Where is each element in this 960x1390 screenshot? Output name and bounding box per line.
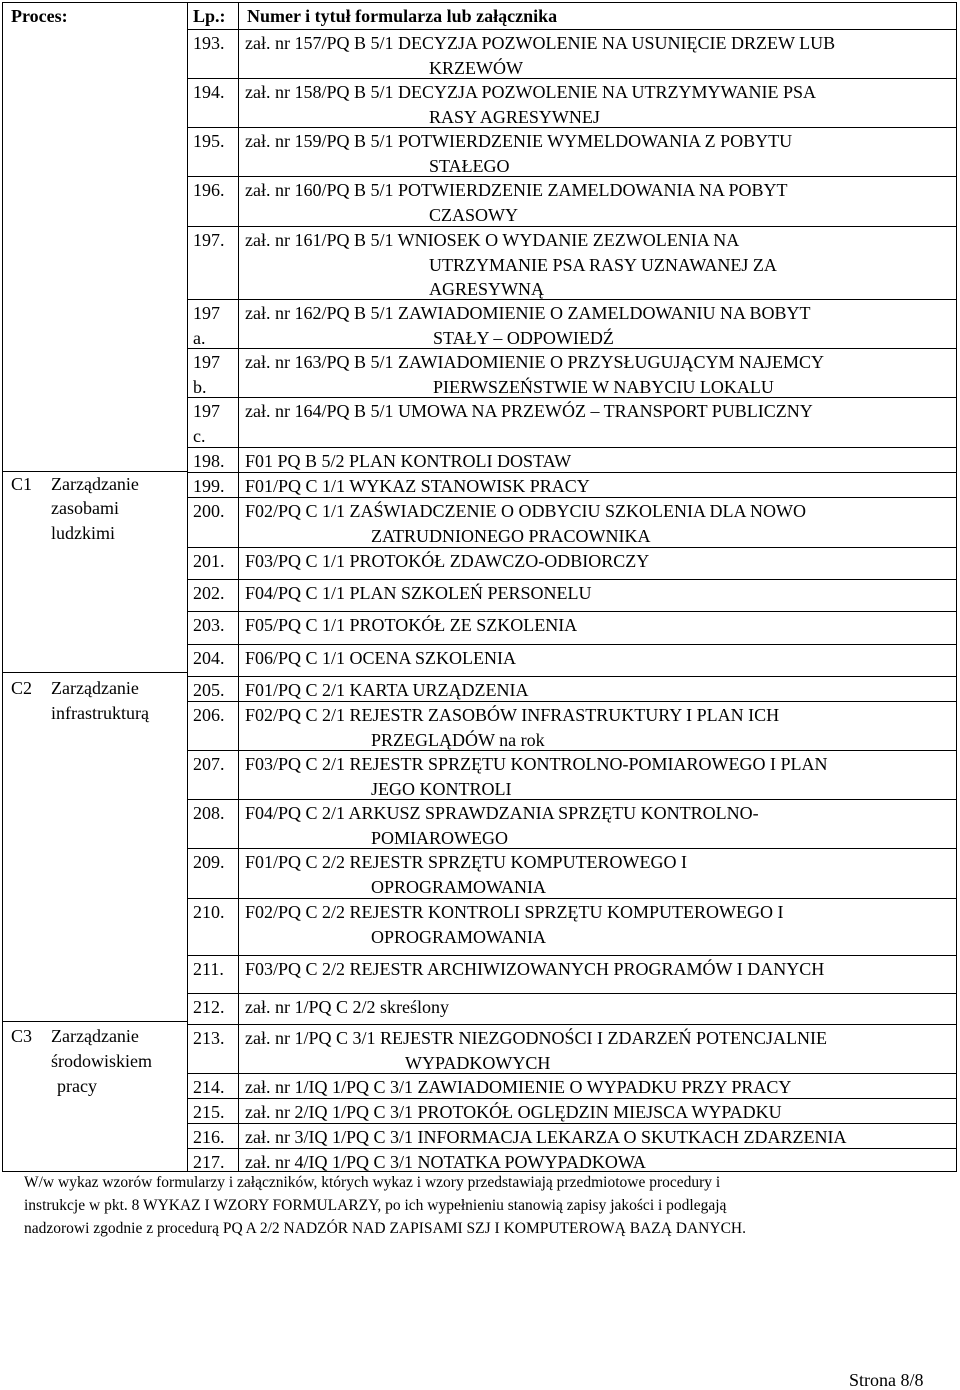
row-divider bbox=[188, 397, 957, 398]
row-title-line: OPROGRAMOWANIA bbox=[371, 926, 547, 947]
row-lp: 205. bbox=[193, 680, 225, 700]
column-divider-process bbox=[187, 2, 188, 1172]
row-title-line: F03/PQ C 2/2 REJESTR ARCHIWIZOWANYCH PROGRAMÓW I DANYCH bbox=[245, 959, 825, 979]
row-lp: b. bbox=[193, 376, 207, 397]
row-title-line: zał. nr 1/IQ 1/PQ C 3/1 ZAWIADOMIENIE O WYPADKU PRZY PRACY bbox=[245, 1077, 792, 1097]
row-title-line: ZATRUDNIONEGO PRACOWNIKA bbox=[371, 525, 651, 546]
row-title-line: zał. nr 163/PQ B 5/1 ZAWIADOMIENIE O PRZYSŁUGUJĄCYM NAJEMCY bbox=[245, 352, 825, 372]
row-lp: 204. bbox=[193, 648, 225, 668]
row-lp: 197 bbox=[193, 401, 220, 421]
row-lp: 206. bbox=[193, 705, 225, 725]
row-divider bbox=[188, 898, 957, 899]
row-lp: 197 bbox=[193, 352, 220, 372]
row-lp: 213. bbox=[193, 1028, 225, 1048]
process-divider bbox=[2, 672, 188, 673]
row-divider bbox=[188, 1098, 957, 1099]
row-divider bbox=[188, 676, 957, 677]
row-title-line: F04/PQ C 1/1 PLAN SZKOLEŃ PERSONELU bbox=[245, 583, 592, 603]
row-title-line: zał. nr 162/PQ B 5/1 ZAWIADOMIENIE O ZAMELDOWANIU NA BOBYT bbox=[245, 303, 811, 323]
process-code: C2 bbox=[11, 678, 33, 698]
row-divider bbox=[188, 497, 957, 498]
row-title-line: JEGO KONTROLI bbox=[371, 778, 512, 799]
row-title-line: zał. nr 161/PQ B 5/1 WNIOSEK O WYDANIE ZEZWOLENIA NA bbox=[245, 230, 740, 250]
row-title-line: F01 PQ B 5/2 PLAN KONTROLI DOSTAW bbox=[245, 451, 572, 471]
row-lp: 193. bbox=[193, 33, 225, 53]
table-left-border bbox=[2, 2, 3, 1172]
row-lp: 211. bbox=[193, 959, 224, 979]
row-lp: 198. bbox=[193, 451, 225, 471]
row-title-line: F01/PQ C 2/2 REJESTR SPRZĘTU KOMPUTEROWEGO I bbox=[245, 852, 688, 872]
row-divider bbox=[188, 547, 957, 548]
row-divider bbox=[188, 127, 957, 128]
row-lp: 208. bbox=[193, 803, 225, 823]
row-title-line: zał. nr 158/PQ B 5/1 DECYZJA POZWOLENIE NA UTRZYMYWANIE PSA bbox=[245, 82, 816, 102]
row-title-line: KRZEWÓW bbox=[429, 57, 523, 78]
row-lp: 200. bbox=[193, 501, 225, 521]
process-divider bbox=[2, 1021, 188, 1022]
row-lp: 199. bbox=[193, 476, 225, 496]
header-numer: Numer i tytuł formularza lub załącznika bbox=[247, 6, 558, 26]
row-lp: 195. bbox=[193, 131, 225, 151]
row-title-line: OPROGRAMOWANIA bbox=[371, 876, 547, 897]
footnote-line: W/w wykaz wzorów formularzy i załączników, których wykaz i wzory przedstawiają przedmiotowe procedury i bbox=[24, 1174, 721, 1191]
row-title-line: zał. nr 2/IQ 1/PQ C 3/1 PROTOKÓŁ OGLĘDZIN MIEJSCA WYPADKU bbox=[245, 1102, 782, 1122]
row-title-line: zał. nr 3/IQ 1/PQ C 3/1 INFORMACJA LEKARZA O SKUTKACH ZDARZENIA bbox=[245, 1127, 847, 1147]
header-proces: Proces: bbox=[11, 6, 68, 26]
row-divider bbox=[188, 1073, 957, 1074]
row-title-line: PIERWSZEŃSTWIE W NABYCIU LOKALU bbox=[433, 376, 774, 397]
row-divider bbox=[188, 611, 957, 612]
row-divider bbox=[188, 1148, 957, 1149]
row-lp: 212. bbox=[193, 997, 225, 1017]
row-divider bbox=[188, 447, 957, 448]
row-lp: 197 bbox=[193, 303, 220, 323]
row-title-line: F03/PQ C 1/1 PROTOKÓŁ ZDAWCZO-ODBIORCZY bbox=[245, 551, 650, 571]
process-name-line: zasobami bbox=[51, 498, 119, 518]
row-title-line: zał. nr 159/PQ B 5/1 POTWIERDZENIE WYMELDOWANIA Z POBYTU bbox=[245, 131, 793, 151]
row-lp: 210. bbox=[193, 902, 225, 922]
row-title-line: zał. nr 164/PQ B 5/1 UMOWA NA PRZEWÓZ – TRANSPORT PUBLICZNY bbox=[245, 401, 813, 421]
row-divider bbox=[188, 299, 957, 300]
row-lp: 209. bbox=[193, 852, 225, 872]
process-name-line: ludzkimi bbox=[51, 523, 115, 543]
row-lp: 194. bbox=[193, 82, 225, 102]
row-divider bbox=[188, 644, 957, 645]
row-divider bbox=[188, 78, 957, 79]
row-divider bbox=[188, 993, 957, 994]
row-lp: c. bbox=[193, 425, 206, 446]
row-title-line: zał. nr 4/IQ 1/PQ C 3/1 NOTATKA POWYPADKOWA bbox=[245, 1152, 646, 1172]
row-divider bbox=[188, 799, 957, 800]
row-divider bbox=[188, 955, 957, 956]
row-lp: 215. bbox=[193, 1102, 225, 1122]
header-divider bbox=[188, 29, 957, 30]
row-lp: 207. bbox=[193, 754, 225, 774]
row-lp: 202. bbox=[193, 583, 225, 603]
row-lp: 196. bbox=[193, 180, 225, 200]
row-lp: 203. bbox=[193, 615, 225, 635]
row-divider bbox=[188, 226, 957, 227]
table-top-border bbox=[2, 2, 957, 3]
process-name-line: środowiskiem bbox=[51, 1051, 152, 1071]
footnote-line: instrukcje w pkt. 8 WYKAZ I WZORY FORMULARZY, po ich wypełnieniu stanowią zapisy jakości i podlegają bbox=[24, 1197, 727, 1214]
process-name-line: Zarządzanie bbox=[51, 1026, 139, 1046]
row-title-line: zał. nr 160/PQ B 5/1 POTWIERDZENIE ZAMELDOWANIA NA POBYT bbox=[245, 180, 788, 200]
row-title-line: PRZEGLĄDÓW na rok bbox=[371, 729, 545, 750]
process-divider bbox=[2, 471, 188, 472]
row-title-line: F02/PQ C 2/1 REJESTR ZASOBÓW INFRASTRUKTURY I PLAN ICH bbox=[245, 705, 780, 725]
row-divider bbox=[188, 701, 957, 702]
row-title-line: AGRESYWNĄ bbox=[429, 279, 544, 299]
column-divider-lp bbox=[238, 2, 239, 1172]
row-title-line: F05/PQ C 1/1 PROTOKÓŁ ZE SZKOLENIA bbox=[245, 615, 578, 635]
table-right-border bbox=[956, 2, 957, 1172]
row-divider bbox=[188, 1123, 957, 1124]
row-divider bbox=[188, 848, 957, 849]
process-code: C1 bbox=[11, 474, 33, 494]
row-title-line: STAŁEGO bbox=[429, 155, 510, 176]
row-title-line: CZASOWY bbox=[429, 204, 518, 225]
row-lp: 216. bbox=[193, 1127, 225, 1147]
row-divider bbox=[188, 472, 957, 473]
row-title-line: UTRZYMANIE PSA RASY UZNAWANEJ ZA bbox=[429, 254, 777, 275]
row-lp: 201. bbox=[193, 551, 225, 571]
footnote-line: nadzorowi zgodnie z procedurą PQ A 2/2 NADZÓR NAD ZAPISAMI SZJ I KOMPUTEROWĄ BAZĄ DANYCH. bbox=[24, 1220, 746, 1237]
row-divider bbox=[188, 1024, 957, 1025]
process-name-line: Zarządzanie bbox=[51, 474, 139, 494]
row-divider bbox=[188, 750, 957, 751]
row-title-line: F06/PQ C 1/1 OCENA SZKOLENIA bbox=[245, 648, 517, 668]
process-name-line: infrastrukturą bbox=[51, 703, 149, 723]
page-number: Strona 8/8 bbox=[849, 1370, 924, 1390]
row-title-line: F03/PQ C 2/1 REJESTR SPRZĘTU KONTROLNO-POMIAROWEGO I PLAN bbox=[245, 754, 828, 774]
row-lp: 197. bbox=[193, 230, 225, 250]
row-divider bbox=[188, 579, 957, 580]
row-title-line: STAŁY – ODPOWIEDŹ bbox=[433, 327, 614, 348]
row-title-line: F01/PQ C 1/1 WYKAZ STANOWISK PRACY bbox=[245, 476, 590, 496]
row-title-line: zał. nr 1/PQ C 2/2 skreślony bbox=[245, 997, 449, 1017]
row-title-line: F01/PQ C 2/1 KARTA URZĄDZENIA bbox=[245, 680, 529, 700]
row-title-line: POMIAROWEGO bbox=[371, 827, 508, 848]
row-title-line: F04/PQ C 2/1 ARKUSZ SPRAWDZANIA SPRZĘTU KONTROLNO- bbox=[245, 803, 759, 823]
row-title-line: F02/PQ C 2/2 REJESTR KONTROLI SPRZĘTU KOMPUTEROWEGO I bbox=[245, 902, 784, 922]
process-name-line: pracy bbox=[57, 1076, 97, 1096]
row-title-line: zał. nr 157/PQ B 5/1 DECYZJA POZWOLENIE NA USUNIĘCIE DRZEW LUB bbox=[245, 33, 836, 53]
row-title-line: RASY AGRESYWNEJ bbox=[429, 106, 600, 127]
row-lp: 214. bbox=[193, 1077, 225, 1097]
row-title-line: zał. nr 1/PQ C 3/1 REJESTR NIEZGODNOŚCI I ZDARZEŃ POTENCJALNIE bbox=[245, 1028, 827, 1048]
row-lp: a. bbox=[193, 327, 206, 348]
row-divider bbox=[188, 348, 957, 349]
process-name-line: Zarządzanie bbox=[51, 678, 139, 698]
row-title-line: WYPADKOWYCH bbox=[405, 1052, 551, 1073]
row-title-line: F02/PQ C 1/1 ZAŚWIADCZENIE O ODBYCIU SZKOLENIA DLA NOWO bbox=[245, 501, 806, 521]
header-lp: Lp.: bbox=[193, 6, 226, 26]
process-code: C3 bbox=[11, 1026, 33, 1046]
row-lp: 217. bbox=[193, 1152, 225, 1172]
row-divider bbox=[188, 176, 957, 177]
